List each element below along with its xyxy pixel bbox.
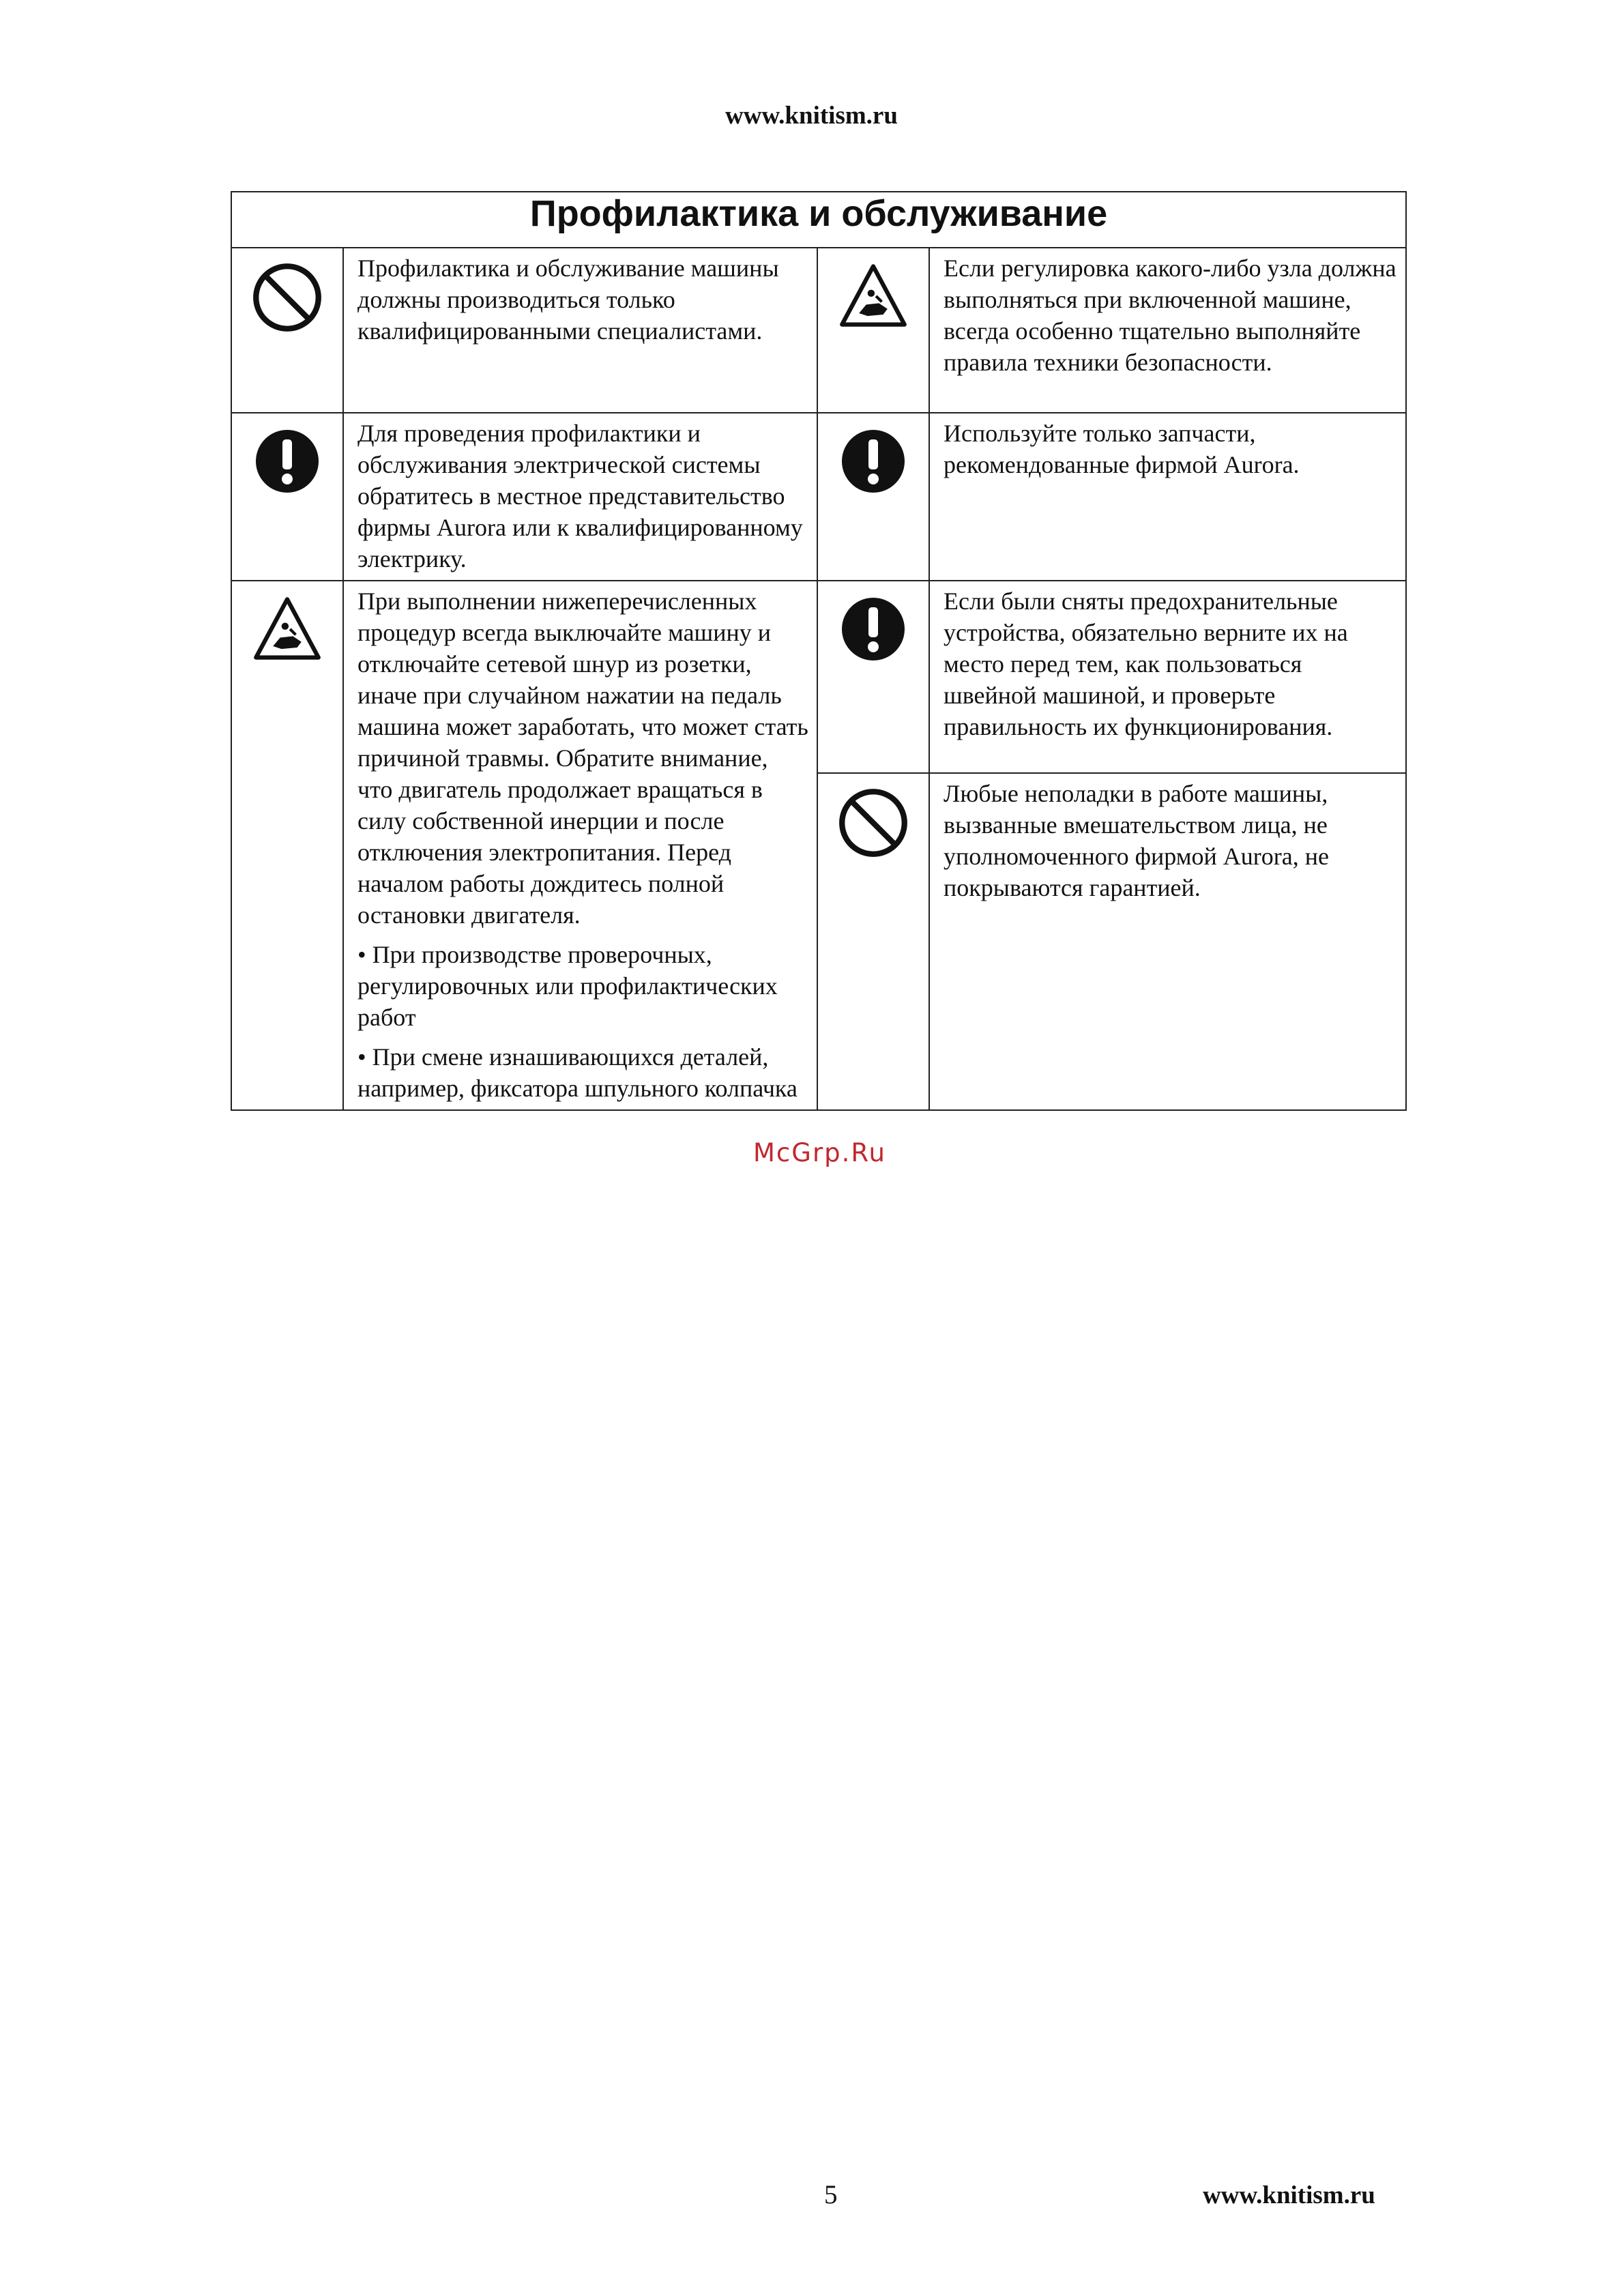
footer-site-url: www.knitism.ru	[1203, 2181, 1375, 2209]
mandatory-exclamation-icon	[253, 427, 321, 495]
instruction-text: Любые неполадки в работе машины, вызванные вмешательством лица, не уполномоченного фирмой Aurora, не покрываются гарантией.	[944, 780, 1329, 902]
icon-cell	[231, 248, 343, 413]
text-cell	[929, 581, 1406, 773]
text-cell	[343, 581, 817, 1110]
bullet-item: • При производстве проверочных, регулировочных или профилактических работ	[357, 941, 778, 1031]
bullet-item: • При смене изнашивающихся деталей, например, фиксатора шпульного колпачка	[357, 1043, 798, 1102]
icon-cell	[817, 248, 929, 413]
icon-cell	[231, 581, 343, 1110]
instruction-text: Используйте только запчасти, рекомендованные фирмой Aurora.	[944, 420, 1300, 478]
hand-hazard-warning-icon	[252, 595, 323, 663]
icon-cell	[817, 773, 929, 1110]
mandatory-exclamation-icon	[839, 427, 907, 495]
text-cell	[343, 413, 817, 581]
instruction-text: При выполнении нижеперечисленных процедур всегда выключайте машину и отключайте сетевой шнур из розетки, иначе при случайном нажатии на педаль машина может заработать, что может стать причиной травмы. Обратите внимание, что двигатель продолжает вращаться в силу собственной инерции и после отключения электропитания. Перед началом работы дождитесь полной остановки двигателя.	[357, 587, 808, 929]
text-cell	[343, 248, 817, 413]
header-site-url: www.knitism.ru	[725, 102, 898, 130]
instruction-text: Профилактика и обслуживание машины должны производиться только квалифицированными специалистами.	[357, 255, 779, 345]
prohibition-icon	[252, 262, 323, 333]
hand-hazard-warning-icon	[838, 262, 909, 330]
instruction-text: Если были сняты предохранительные устройства, обязательно верните их на место перед тем, как пользоваться швейной машиной, и проверьте правильность их функционирования.	[944, 587, 1348, 740]
instruction-text: Для проведения профилактики и обслуживания электрической системы обратитесь в местное представительство фирмы Aurora или к квалифицированному электрику.	[357, 420, 803, 572]
text-cell	[929, 773, 1406, 1110]
mandatory-exclamation-icon	[839, 595, 907, 663]
section-title: Профилактика и обслуживание	[231, 192, 1406, 248]
icon-cell	[817, 413, 929, 581]
prohibition-icon	[838, 787, 909, 858]
text-cell	[929, 413, 1406, 581]
page-number: 5	[824, 2180, 838, 2209]
icon-cell	[231, 413, 343, 581]
text-cell	[929, 248, 1406, 413]
maintenance-safety-table	[231, 191, 1407, 1111]
watermark: McGrp.Ru	[753, 1138, 886, 1167]
instruction-text: Если регулировка какого-либо узла должна выполняться при включенной машине, всегда особенно тщательно выполняйте правила техники безопасности.	[944, 255, 1397, 376]
icon-cell	[817, 581, 929, 773]
